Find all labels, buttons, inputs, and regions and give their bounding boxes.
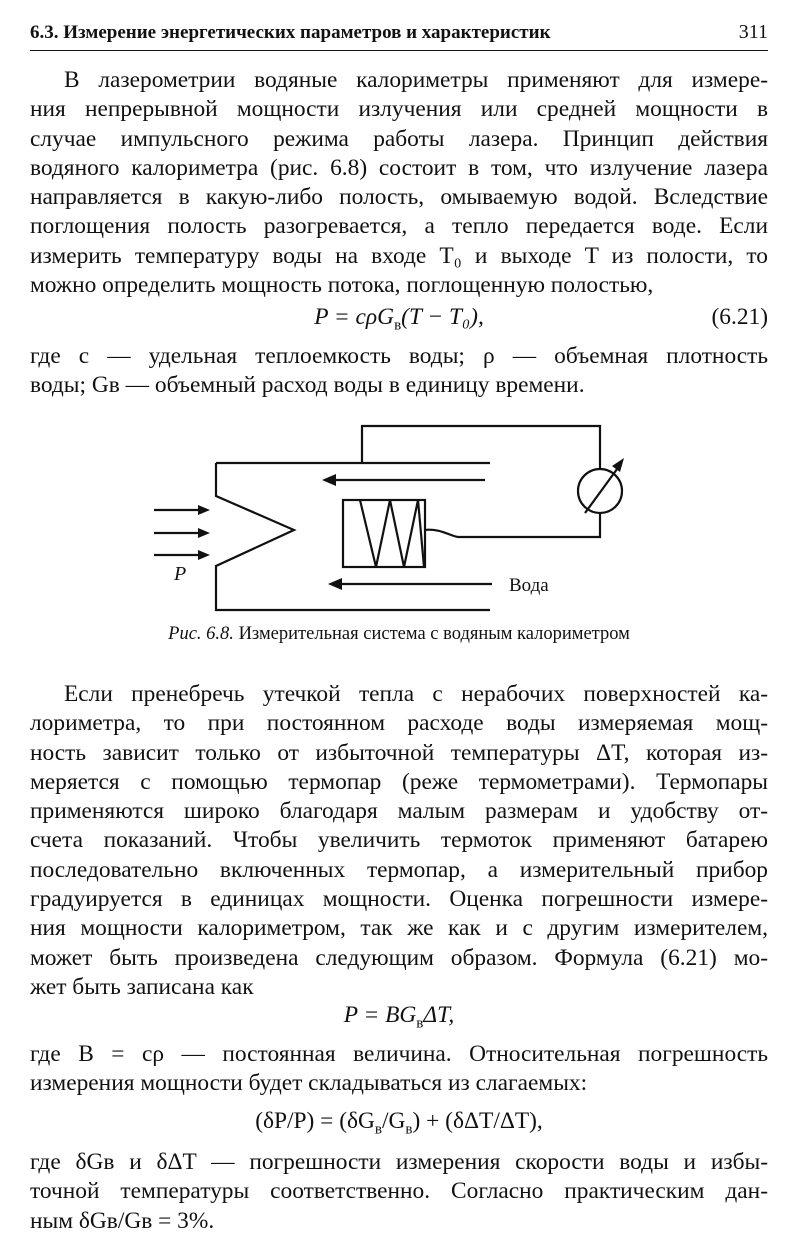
formula-expression: $(\delta P/P) = (\delta G_в/G_в) + (\delta\Delta T/\Delta T)$, bbox=[255, 1108, 543, 1138]
equation-number: (6.21) bbox=[711, 304, 768, 330]
text-line: ность зависит только от избыточной температуры ΔT, которая из- bbox=[30, 739, 768, 766]
text-line: градуируется в единицах мощности. Оценка погрешности измере- bbox=[30, 886, 768, 913]
paragraph-5 bbox=[30, 1148, 768, 1236]
text-line: счета показаний. Чтобы увеличить термоток применяют батарею bbox=[30, 827, 768, 854]
text-line: ния непрерывной мощности излучения или средней мощности в bbox=[30, 96, 768, 123]
thermocouple-wire-bottom bbox=[458, 513, 600, 537]
text-line: лориметра, то при постоянном расходе воды измеряемая мощ- bbox=[30, 710, 768, 737]
paragraph-1 bbox=[30, 66, 768, 300]
text-line: поглощения полость разогревается, а тепло передается воде. Если bbox=[30, 213, 768, 240]
formula-3 bbox=[30, 1106, 768, 1136]
paragraph-3 bbox=[30, 680, 768, 1002]
arrowhead bbox=[612, 458, 624, 472]
text-line: где c — удельная теплоемкость воды; ρ — объемная плотность bbox=[30, 343, 768, 369]
text-line: направляется в какую-либо полость, омываемую водой. Вследствие bbox=[30, 184, 768, 211]
running-header bbox=[30, 14, 768, 51]
text-line: жет быть записана как bbox=[30, 973, 254, 1000]
text-line: Если пренебречь утечкой тепла с нерабочих поверхностей ка- bbox=[64, 681, 768, 707]
formula-expression: $P = BG_в\Delta T$, bbox=[343, 1002, 455, 1032]
text-line: применяются широко благодаря малым размерам и удобству от- bbox=[30, 798, 768, 825]
arrowhead bbox=[328, 578, 342, 590]
caption-text: Измерительная система с водяным калориметром bbox=[238, 624, 630, 644]
text-line: меряется с помощью термопар (реже термометрами). Термопары bbox=[30, 768, 768, 795]
text-line: последовательно включенных термопар, а измерительный прибор bbox=[30, 856, 768, 883]
figure-caption bbox=[30, 624, 768, 645]
calorimeter-diagram bbox=[140, 418, 640, 618]
formula-expression: P = cρG$_в$(T − T₀), bbox=[314, 304, 484, 334]
text-line: измерения мощности будет складываться из слагаемых: bbox=[30, 1070, 588, 1097]
page-number: 311 bbox=[738, 21, 768, 43]
wire-connection bbox=[424, 530, 458, 537]
arrowhead bbox=[198, 528, 210, 538]
text-line: случае импульсного режима работы лазера. Принцип действия bbox=[30, 125, 768, 152]
text-line: можно определить мощность потока, поглощенную полостью, bbox=[30, 272, 654, 299]
text-line: водяного калориметра (рис. 6.8) состоит в том, что излучение лазера bbox=[30, 154, 768, 181]
section-title: 6.3. Измерение энергетических параметров и характеристик bbox=[30, 22, 551, 43]
text-line: где δGв и δΔT — погрешности измерения скорости воды и избы- bbox=[30, 1149, 768, 1175]
text-line: воды; Gв — объемный расход воды в единицу времени. bbox=[30, 372, 585, 399]
paragraph-2 bbox=[30, 342, 768, 401]
text-line: ным δGв/Gв = 3%. bbox=[30, 1207, 215, 1234]
text-line: В лазерометрии водяные калориметры применяют для измере- bbox=[64, 67, 768, 93]
text-line: ния мощности калориметром, так же как и с другим измерителем, bbox=[30, 915, 768, 942]
formula-2 bbox=[30, 1000, 768, 1030]
thermopile-zigzag bbox=[360, 500, 424, 567]
text-line: может быть произведена следующим образом. Формула (6.21) мо- bbox=[30, 944, 768, 971]
arrowhead bbox=[322, 474, 336, 486]
water-label: Вода bbox=[509, 575, 549, 596]
text-line: точной температуры соответственно. Согласно практическим дан- bbox=[30, 1178, 768, 1205]
input-label: P bbox=[174, 563, 187, 585]
cavity-wall bbox=[216, 463, 490, 610]
arrowhead bbox=[198, 505, 210, 515]
formula-6-21 bbox=[30, 302, 768, 332]
text-line: где B = cρ — постоянная величина. Относительная погрешность bbox=[30, 1041, 768, 1067]
paragraph-4 bbox=[30, 1040, 768, 1099]
arrowhead bbox=[198, 550, 210, 560]
text-line: измерить температуру воды на входе T₀ и выходе T из полости, то bbox=[30, 242, 768, 269]
caption-number: Рис. 6.8. bbox=[168, 624, 234, 644]
